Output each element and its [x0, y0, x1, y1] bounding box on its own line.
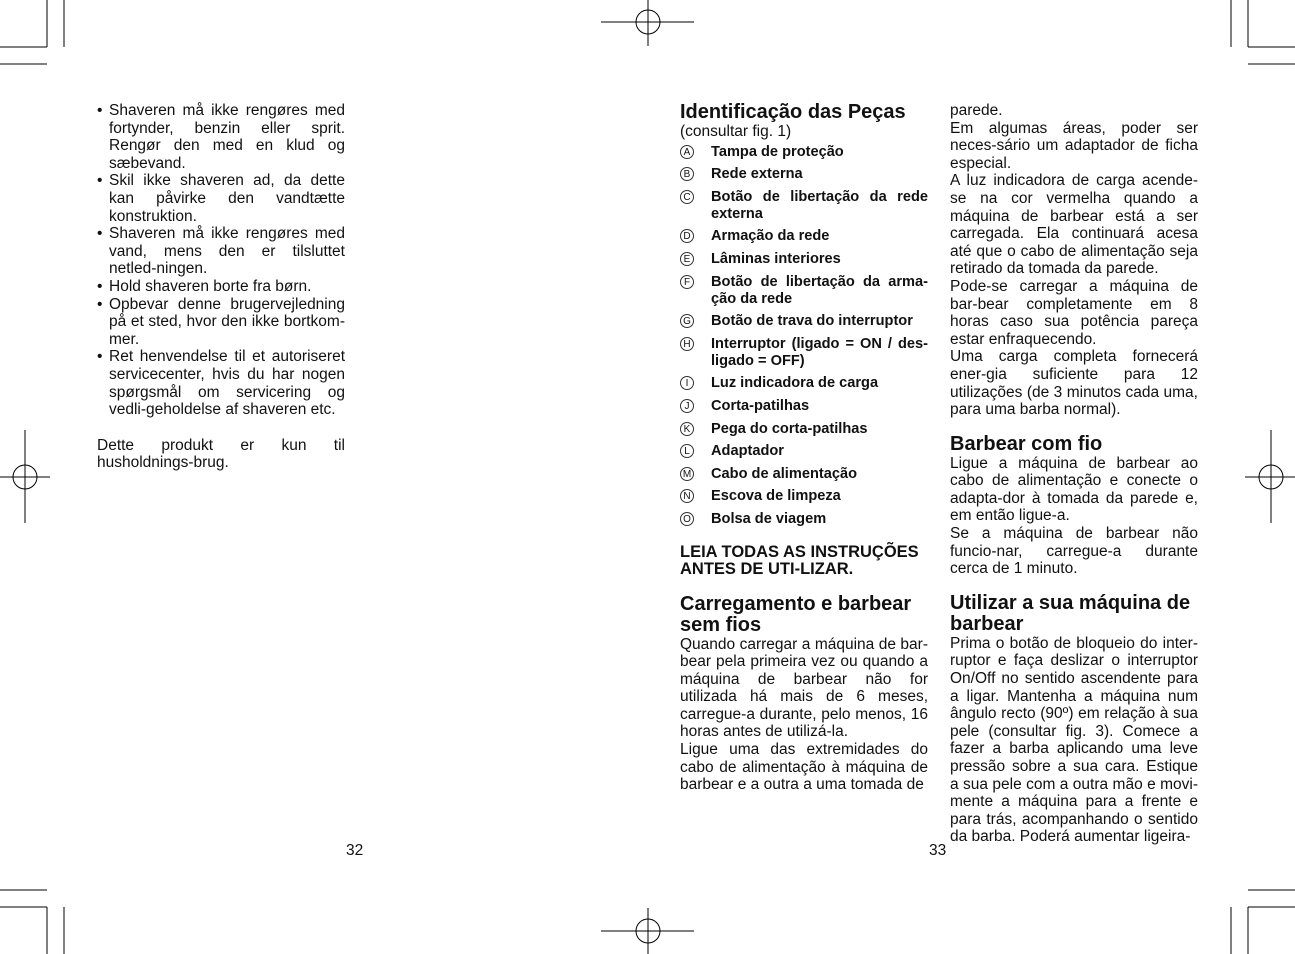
- part-label: Luz indicadora de carga: [711, 375, 879, 392]
- part-letter-badge: C: [680, 190, 694, 204]
- part-label: Botão de libertação da arma-ção da rede: [711, 273, 928, 307]
- parts-list: [680, 144, 928, 528]
- part-label: Bolsa de viagem: [711, 510, 827, 527]
- list-item: [680, 398, 928, 415]
- part-label: Armação da rede: [711, 228, 830, 245]
- part-letter-badge: G: [680, 314, 694, 328]
- part-label: Adaptador: [711, 443, 784, 460]
- list-item: [680, 166, 928, 183]
- part-label: Escova de limpeza: [711, 488, 841, 505]
- corded-paragraph-2: Se a máquina de barbear não funcio-nar, carregue-a durante cerca de 1 minuto.: [950, 525, 1198, 578]
- list-item: • Opbevar denne brugervejledning på et sted, hvor den ikke bortkom-mer.: [97, 296, 345, 349]
- charge-capacity-note: Uma carga completa fornecerá ener-gia suficiente para 12 utilizações (de 3 minutos cada uma, para uma barba normal).: [950, 348, 1198, 419]
- part-letter-badge: O: [680, 512, 694, 526]
- parts-subtitle: (consultar fig. 1): [680, 123, 792, 140]
- part-letter-badge: K: [680, 422, 694, 436]
- list-item: [680, 488, 928, 505]
- list-item: • Ret henvendelse til et autoriseret servicecenter, hvis du har nogen spørgsmål om servicering og vedli-geholdelse af shaveren etc.: [97, 348, 345, 418]
- part-letter-badge: F: [680, 275, 694, 289]
- use-section-title: Utilizar a sua máquina de barbear: [950, 591, 1191, 635]
- part-letter-badge: B: [680, 167, 694, 181]
- part-label: Cabo de alimentação: [711, 465, 857, 482]
- part-label: Interruptor (ligado = ON / des-ligado = OFF): [711, 335, 928, 369]
- household-use-note: Dette produkt er kun til husholdnings-brug.: [97, 436, 345, 472]
- part-label: Lâminas interiores: [711, 250, 841, 267]
- list-item: [680, 511, 928, 528]
- part-letter-badge: N: [680, 489, 694, 503]
- list-item: • Hold shaveren borte fra børn.: [97, 278, 345, 296]
- list-item: [680, 421, 928, 438]
- list-item: [680, 466, 928, 483]
- part-letter-badge: M: [680, 467, 694, 481]
- charging-paragraph-2: Ligue uma das extremidades do cabo de alimentação à máquina de barbear e a outra a uma tomada de: [680, 741, 928, 794]
- list-item: • Shaveren må ikke rengøres med vand, mens den er tilsluttet netled-ningen.: [97, 225, 345, 278]
- charging-continued: parede.: [950, 102, 1003, 119]
- list-item: [680, 228, 928, 245]
- list-item: [680, 189, 928, 223]
- charging-section-title: Carregamento e barbear sem fios: [680, 592, 912, 636]
- charging-paragraph-1: Quando carregar a máquina de bar-bear pela primeira vez ou quando a máquina de barbear não for utilizada há mais de 6 meses, carregue-a durante, pelo menos, 16 horas antes de utilizá-la.: [680, 635, 928, 741]
- safety-bullet-list: [97, 102, 345, 419]
- page-number-left: 32: [346, 842, 364, 859]
- part-letter-badge: I: [680, 376, 694, 390]
- adapter-note: Em algumas áreas, poder ser neces-sário um adaptador de ficha especial.: [950, 119, 1198, 172]
- list-item: [680, 336, 928, 370]
- full-charge-note: Pode-se carregar a máquina de bar-bear completamente em 8 horas caso sua potência pareça estar enfraquecendo.: [950, 277, 1198, 348]
- list-item: [680, 313, 928, 330]
- list-item: [680, 443, 928, 460]
- list-item: [680, 251, 928, 268]
- list-item: [680, 375, 928, 392]
- part-label: Tampa de proteção: [711, 143, 844, 160]
- corded-paragraph-1: Ligue a máquina de barbear ao cabo de alimentação e conecte o adapta-dor à tomada da parede e, em então ligue-a.: [950, 454, 1198, 525]
- right-page-column-1: [680, 102, 928, 794]
- part-label: Pega do corta-patilhas: [711, 420, 868, 437]
- charge-light-note: A luz indicadora de carga acende-se na cor vermelha quando a máquina de barbear está a ser carregada. Ela continuará acesa até que o cabo de alimentação seja retirado da tomada da parede.: [950, 172, 1198, 278]
- list-item: • Skil ikke shaveren ad, da dette kan påvirke den vandtætte konstruktion.: [97, 172, 345, 225]
- part-letter-badge: J: [680, 399, 694, 413]
- part-label: Rede externa: [711, 166, 803, 183]
- read-instructions-heading: LEIA TODAS AS INSTRUÇÕES ANTES DE UTI-LIZAR.: [680, 542, 919, 578]
- use-paragraph-1: Prima o botão de bloqueio do inter-ruptor e faça deslizar o interruptor On/Off no sentido ascendente para a ligar. Mantenha a máquina num ângulo recto (90º) em relação à sua pele (consultar fig. 3). Comece a fazer a barba aplicando uma leve pressão sobre a sua cara. Estique a sua pele com a outra mão e movi-mente a máquina para a frente e para trás, acompanhando o sentido da barba. Poderá aumentar ligeira-: [950, 634, 1198, 846]
- part-letter-badge: H: [680, 337, 694, 351]
- part-letter-badge: E: [680, 252, 694, 266]
- part-letter-badge: D: [680, 229, 694, 243]
- left-page-column: [97, 102, 345, 472]
- corded-section-title: Barbear com fio: [950, 432, 1103, 455]
- list-item: • Shaveren må ikke rengøres med fortynder, benzin eller sprit. Rengør den med en klud og sæbevand.: [97, 102, 345, 172]
- part-letter-badge: L: [680, 444, 694, 458]
- part-label: Corta-patilhas: [711, 397, 810, 414]
- parts-title: Identificação das Peças: [680, 101, 906, 123]
- list-item: [680, 144, 928, 161]
- part-letter-badge: A: [680, 145, 694, 159]
- part-label: Botão de trava do interruptor: [711, 313, 913, 330]
- page-number-right: 33: [929, 842, 947, 859]
- list-item: [680, 274, 928, 308]
- part-label: Botão de libertação da rede externa: [711, 188, 928, 222]
- right-page-column-2: [950, 102, 1198, 846]
